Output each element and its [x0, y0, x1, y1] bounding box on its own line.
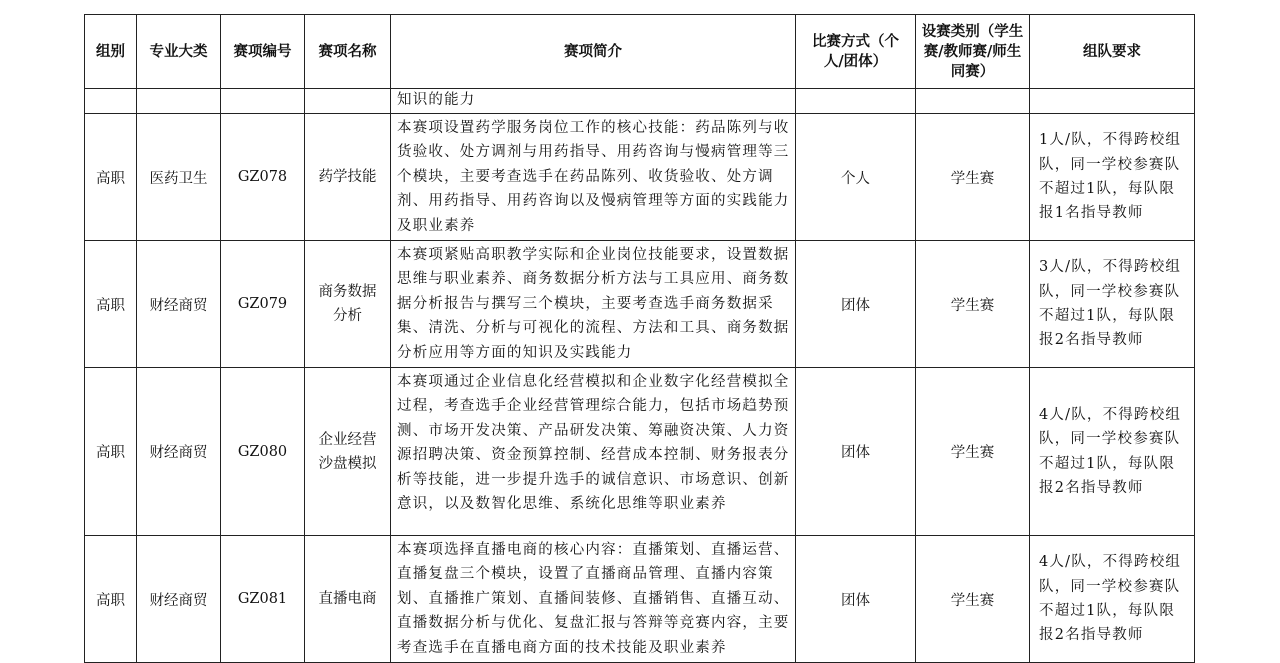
cell-group: 高职: [85, 368, 137, 536]
table-row: [85, 114, 1195, 241]
cell-group: 高职: [85, 241, 137, 368]
cell-code: GZ079: [221, 241, 305, 368]
cell-desc: 本赛项选择直播电商的核心内容：直播策划、直播运营、直播复盘三个模块，设置了直播商品管理、直播内容策划、直播推广策划、直播间装修、直播销售、直播互动、直播数据分析与优化、复盘汇报与答辩等竞赛内容，主要考查选手在直播电商方面的技术技能及职业素养: [391, 536, 796, 663]
header-group: 组别: [85, 15, 137, 89]
cell-category: 学生赛: [916, 241, 1030, 368]
cell-mode: 团体: [796, 536, 916, 663]
header-row: [85, 15, 1195, 89]
cell-code: GZ081: [221, 536, 305, 663]
cell-mode: 团体: [796, 241, 916, 368]
cell-name: 直播电商: [305, 536, 391, 663]
continuation-row: [85, 89, 1195, 114]
cell-code: GZ080: [221, 368, 305, 536]
cell-mode: 个人: [796, 114, 916, 241]
cell-name: 企业经营沙盘模拟: [305, 368, 391, 536]
cell-group: 高职: [85, 114, 137, 241]
header-mode: 比赛方式（个人/团体）: [796, 15, 916, 89]
cell-major: 财经商贸: [137, 368, 221, 536]
cell-team: 4人/队，不得跨校组队，同一学校参赛队不超过1队，每队限报2名指导教师: [1030, 536, 1195, 663]
cell-group: 高职: [85, 536, 137, 663]
cell-team: 1人/队，不得跨校组队，同一学校参赛队不超过1队，每队限报1名指导教师: [1030, 114, 1195, 241]
cell-desc: 本赛项紧贴高职教学实际和企业岗位技能要求，设置数据思维与职业素养、商务数据分析方法与工具应用、商务数据分析报告与撰写三个模块，主要考查选手商务数据采集、清洗、分析与可视化的流程、方法和工具、商务数据分析应用等方面的知识及实践能力: [391, 241, 796, 368]
cell-major: 财经商贸: [137, 241, 221, 368]
header-desc: 赛项简介: [391, 15, 796, 89]
continuation-desc: 知识的能力: [391, 89, 796, 114]
header-name: 赛项名称: [305, 15, 391, 89]
cell-desc: 本赛项设置药学服务岗位工作的核心技能：药品陈列与收货验收、处方调剂与用药指导、用药咨询与慢病管理等三个模块，主要考查选手在药品陈列、收货验收、处方调剂、用药指导、用药咨询以及慢病管理等方面的实践能力及职业素养: [391, 114, 796, 241]
cell-category: 学生赛: [916, 368, 1030, 536]
cell-major: 财经商贸: [137, 536, 221, 663]
table-row: [85, 368, 1195, 536]
header-major: 专业大类: [137, 15, 221, 89]
header-team: 组队要求: [1030, 15, 1195, 89]
table-row: [85, 536, 1195, 663]
table-row: [85, 241, 1195, 368]
cell-category: 学生赛: [916, 536, 1030, 663]
cell-desc: 本赛项通过企业信息化经营模拟和企业数字化经营模拟全过程，考查选手企业经营管理综合能力，包括市场趋势预测、市场开发决策、产品研发决策、筹融资决策、人力资源招聘决策、资金预算控制、经营成本控制、财务报表分析等技能，进一步提升选手的诚信意识、市场意识、创新意识，以及数智化思维、系统化思维等职业素养: [391, 368, 796, 536]
competition-table: [84, 14, 1195, 663]
header-category: 设赛类别（学生赛/教师赛/师生同赛）: [916, 15, 1030, 89]
cell-category: 学生赛: [916, 114, 1030, 241]
cell-name: 药学技能: [305, 114, 391, 241]
cell-mode: 团体: [796, 368, 916, 536]
cell-team: 4人/队，不得跨校组队，同一学校参赛队不超过1队，每队限报2名指导教师: [1030, 368, 1195, 536]
cell-code: GZ078: [221, 114, 305, 241]
cell-team: 3人/队，不得跨校组队，同一学校参赛队不超过1队，每队限报2名指导教师: [1030, 241, 1195, 368]
header-code: 赛项编号: [221, 15, 305, 89]
cell-name: 商务数据分析: [305, 241, 391, 368]
cell-major: 医药卫生: [137, 114, 221, 241]
